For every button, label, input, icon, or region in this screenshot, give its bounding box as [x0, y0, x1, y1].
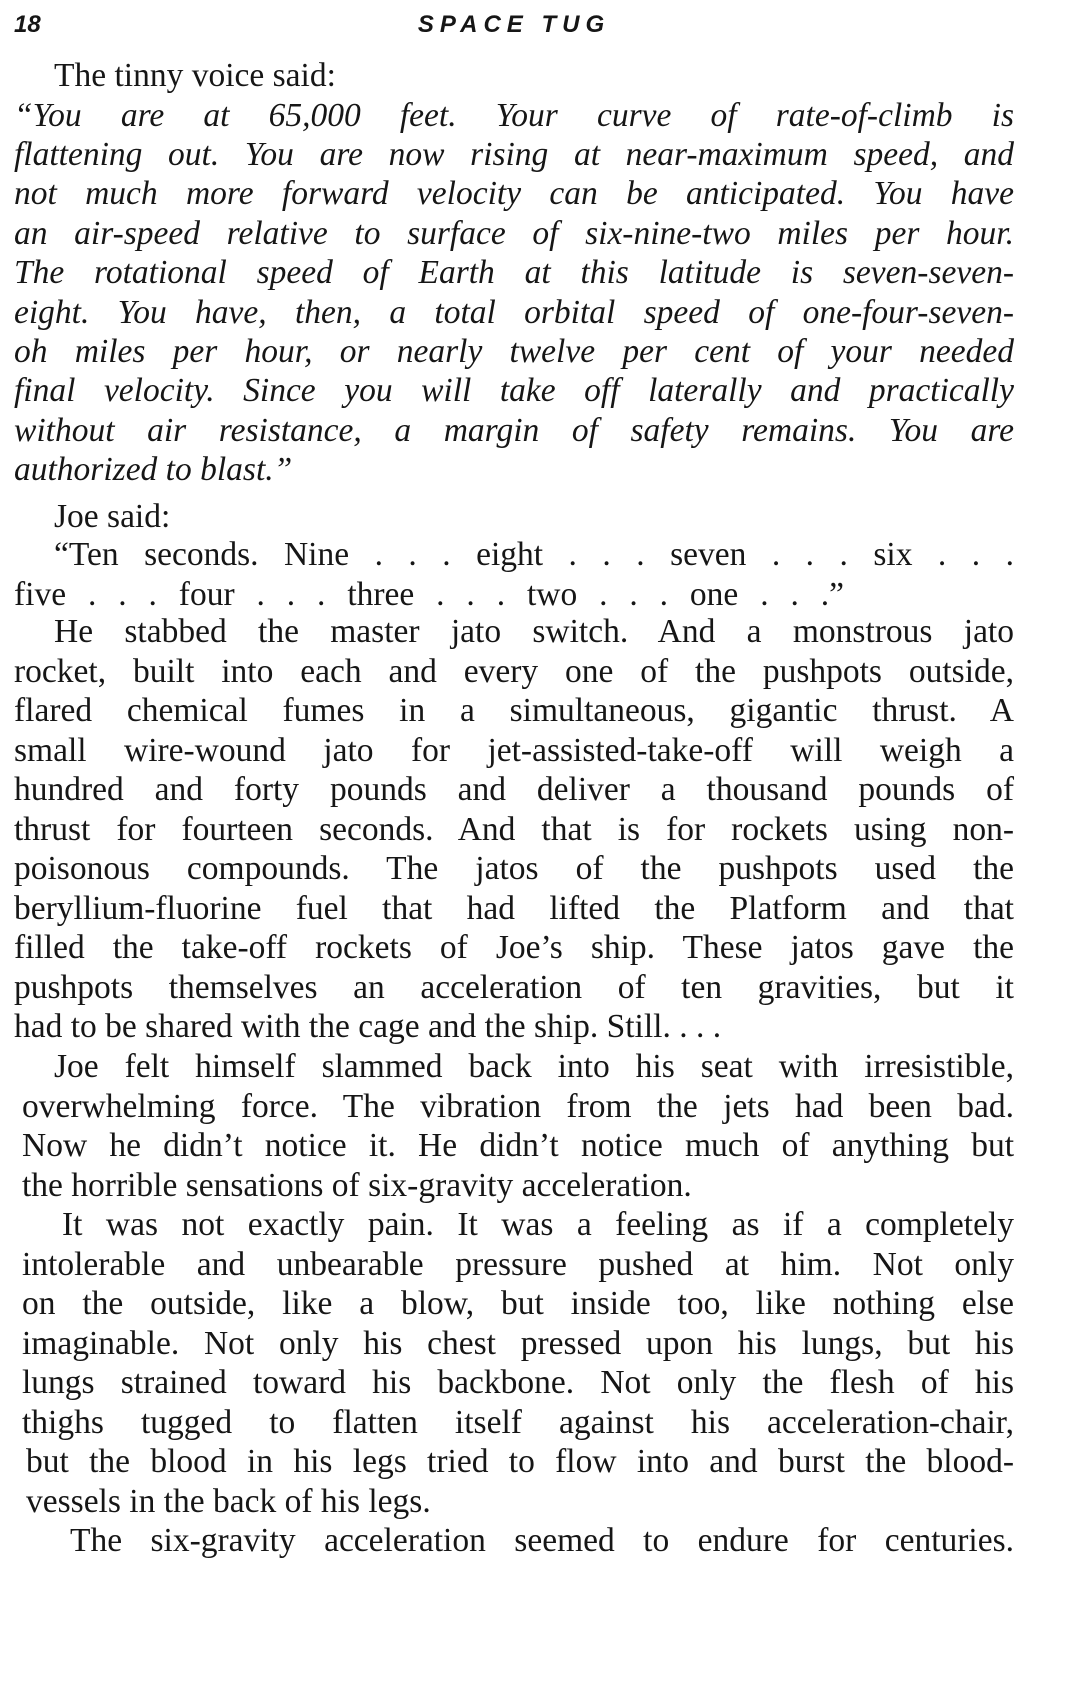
text-line: without air resistance, a margin of safety remains. You are: [14, 412, 1014, 449]
text-line: The six-gravity acceleration seemed to endure for centuries.: [70, 1522, 1014, 1559]
text-line: flattening out. You are now rising at near-maximum speed, and: [14, 136, 1014, 173]
text-line: He stabbed the master jato switch. And a monstrous jato: [54, 613, 1014, 650]
text-line: the horrible sensations of six-gravity acceleration.: [22, 1167, 692, 1204]
text-line: flared chemical fumes in a simultaneous, gigantic thrust. A: [14, 692, 1014, 729]
text-line: small wire-wound jato for jet-assisted-take-off will weigh a: [14, 732, 1014, 769]
text-line: Joe said:: [54, 498, 171, 535]
text-line: beryllium-fluorine fuel that had lifted the Platform and that: [14, 890, 1014, 927]
text-line: pushpots themselves an acceleration of ten gravities, but it: [14, 969, 1014, 1006]
book-title: SPACE TUG: [417, 11, 611, 38]
text-line: rocket, built into each and every one of the pushpots outside,: [14, 653, 1014, 690]
text-line: hundred and forty pounds and deliver a thousand pounds of: [14, 771, 1014, 808]
text-line: Joe felt himself slammed back into his seat with irresistible,: [54, 1048, 1014, 1085]
text-line: imaginable. Not only his chest pressed upon his lungs, but his: [22, 1325, 1014, 1362]
text-line: “Ten seconds. Nine . . . eight . . . seven . . . six . . .: [54, 536, 1014, 573]
text-line: not much more forward velocity can be anticipated. You have: [14, 175, 1014, 212]
text-line: It was not exactly pain. It was a feeling as if a completely: [62, 1206, 1014, 1243]
text-line: authorized to blast.”: [14, 451, 293, 488]
text-line: intolerable and unbearable pressure pushed at him. Not only: [22, 1246, 1014, 1283]
text-line: but the blood in his legs tried to flow into and burst the blood-: [26, 1443, 1014, 1480]
text-line: lungs strained toward his backbone. Not only the flesh of his: [22, 1364, 1014, 1401]
text-line: The rotational speed of Earth at this latitude is seven-seven-: [14, 254, 1014, 291]
text-line: vessels in the back of his legs.: [26, 1483, 431, 1520]
text-line: overwhelming force. The vibration from the jets had been bad.: [22, 1088, 1014, 1125]
text-line: The tinny voice said:: [54, 57, 336, 94]
text-line: filled the take-off rockets of Joe’s ship. These jatos gave the: [14, 929, 1014, 966]
text-line: on the outside, like a blow, but inside too, like nothing else: [22, 1285, 1014, 1322]
running-head: [14, 6, 1014, 44]
text-line: an air-speed relative to surface of six-nine-two miles per hour.: [14, 215, 1014, 252]
text-line: thrust for fourteen seconds. And that is for rockets using non-: [14, 811, 1014, 848]
text-line: “You are at 65,000 feet. Your curve of rate-of-climb is: [14, 97, 1014, 134]
text-line: poisonous compounds. The jatos of the pushpots used the: [14, 850, 1014, 887]
page-number: 18: [14, 11, 41, 38]
text-line: oh miles per hour, or nearly twelve per cent of your needed: [14, 333, 1014, 370]
text-line: thighs tugged to flatten itself against his acceleration-chair,: [22, 1404, 1014, 1441]
text-line: final velocity. Since you will take off laterally and practically: [14, 372, 1014, 409]
text-line: five . . . four . . . three . . . two . . . one . . .”: [14, 576, 844, 613]
text-line: had to be shared with the cage and the ship. Still. . . .: [14, 1008, 722, 1045]
text-line: Now he didn’t notice it. He didn’t notice much of anything but: [22, 1127, 1014, 1164]
text-line: eight. You have, then, a total orbital speed of one-four-seven-: [14, 294, 1014, 331]
